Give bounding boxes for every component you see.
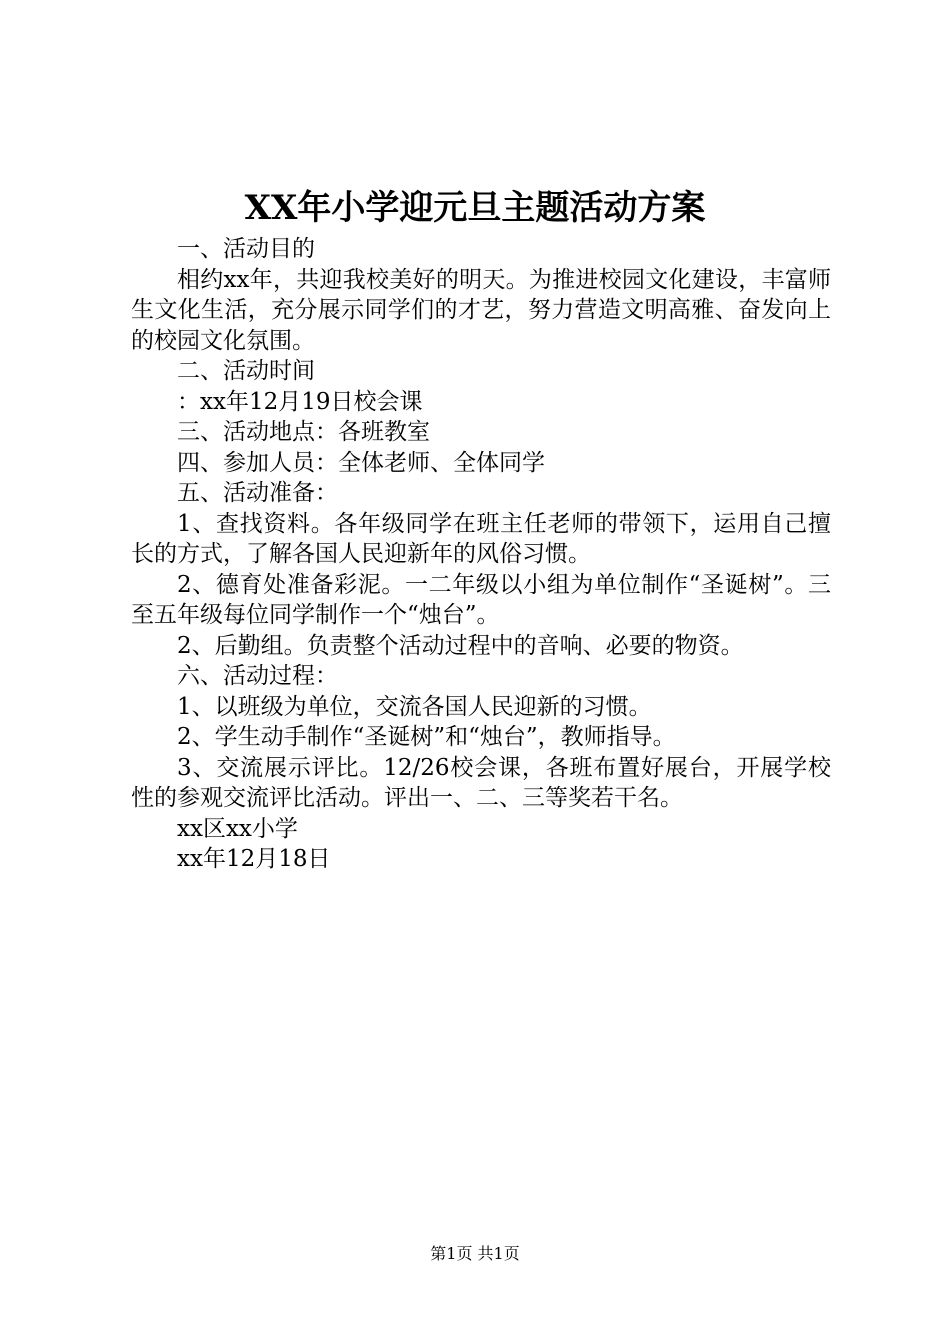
process-item-1: 1、以班级为单位，交流各国人民迎新的习惯。 <box>177 693 652 720</box>
section-heading-purpose: 一、活动目的 <box>177 236 315 262</box>
document-body <box>131 234 831 875</box>
process-item-2: 2、学生动手制作“圣诞树”和“烛台”，教师指导。 <box>177 724 676 750</box>
section-heading-process: 六、活动过程： <box>177 663 338 689</box>
preparation-item-1: 1、查找资料。各年级同学在班主任老师的带领下，运用自己擅长的方式，了解各国人民迎新年的风俗习惯。 <box>131 510 831 567</box>
paragraph-purpose: 相约xx年，共迎我校美好的明天。为推进校园文化建设，丰富师生文化生活，充分展示同学们的才艺，努力营造文明高雅、奋发向上的校园文化氛围。 <box>131 266 831 354</box>
section-heading-preparation: 五、活动准备： <box>177 480 338 506</box>
section-location: 三、活动地点：各班教室 <box>177 419 430 445</box>
section-participants: 四、参加人员：全体老师、全体同学 <box>177 449 545 476</box>
section-heading-time: 二、活动时间 <box>177 358 315 384</box>
preparation-item-2: 2、德育处准备彩泥。一二年级以小组为单位制作“圣诞树”。三至五年级每位同学制作一个“烛台”。 <box>131 571 831 628</box>
page-number-footer: 第1页 共1页 <box>430 1244 520 1263</box>
document-title: XX年小学迎元旦主题活动方案 <box>244 188 706 228</box>
paragraph-time: ：xx年12月19日校会课 <box>177 388 423 415</box>
process-item-3: 3、交流展示评比。12/26校会课，各班布置好展台，开展学校性的参观交流评比活动。评出一、二、三等奖若干名。 <box>131 754 831 811</box>
signature-date: xx年12月18日 <box>177 846 331 872</box>
signature-school: xx区xx小学 <box>177 815 298 842</box>
preparation-item-3: 2、后勤组。负责整个活动过程中的音响、必要的物资。 <box>177 632 744 659</box>
